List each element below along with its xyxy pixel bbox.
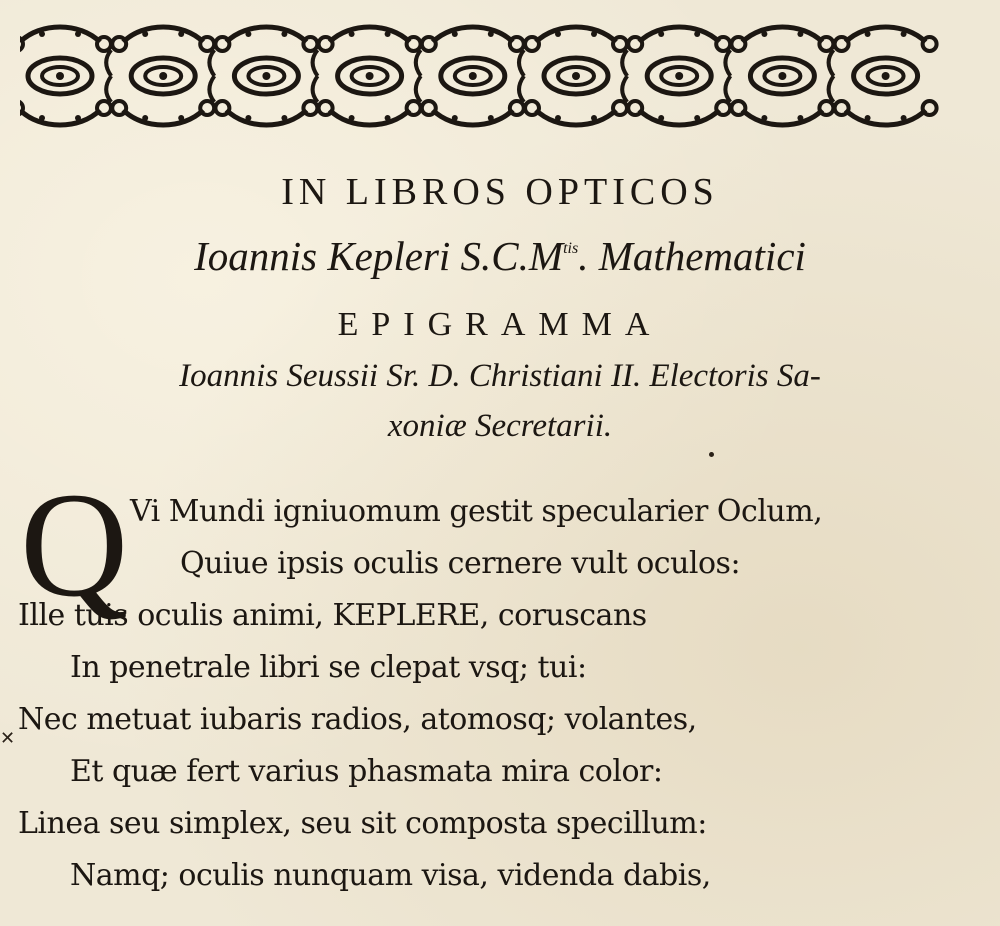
verse-line-8: Namq; oculis nunquam visa, videnda dabis,	[70, 858, 711, 893]
verse-line-1: Vi Mundi igniuomum gestit specularier Oclum,	[130, 494, 823, 529]
title-line-1: IN LIBROS OPTICOS	[281, 171, 719, 213]
ornamental-border	[20, 22, 992, 130]
verse-line-6: Et quæ fert varius phasmata mira color:	[70, 754, 663, 789]
verse-line-7: Linea seu simplex, seu sit composta specillum:	[18, 806, 707, 841]
title-line-2-superscript: tis	[563, 240, 579, 257]
title-line-2-end: . Mathematici	[578, 233, 806, 279]
drop-capital: Q	[20, 462, 129, 628]
verse-line-5: Nec metuat iubaris radios, atomosq; volantes,	[18, 702, 697, 737]
title-line-2	[0, 232, 1000, 280]
verse-line-2: Quiue ipsis oculis cernere vult oculos:	[180, 546, 741, 581]
title-line-5: xoniæ Secretarii.	[387, 408, 613, 444]
title-line-4: Ioannis Seussii Sr. D. Christiani II. Electoris Sa-	[179, 358, 821, 394]
ink-speck	[709, 452, 714, 457]
verse-line-4: In penetrale libri se clepat vsq; tui:	[70, 650, 587, 685]
verse-line-3: Ille tuis oculis animi, KEPLERE, coruscans	[18, 598, 647, 633]
title-line-2-main: Ioannis Kepleri S.C.M	[194, 233, 564, 279]
title-line-3: EPIGRAMMA	[337, 306, 663, 343]
margin-cross-mark: ✕	[0, 728, 16, 749]
